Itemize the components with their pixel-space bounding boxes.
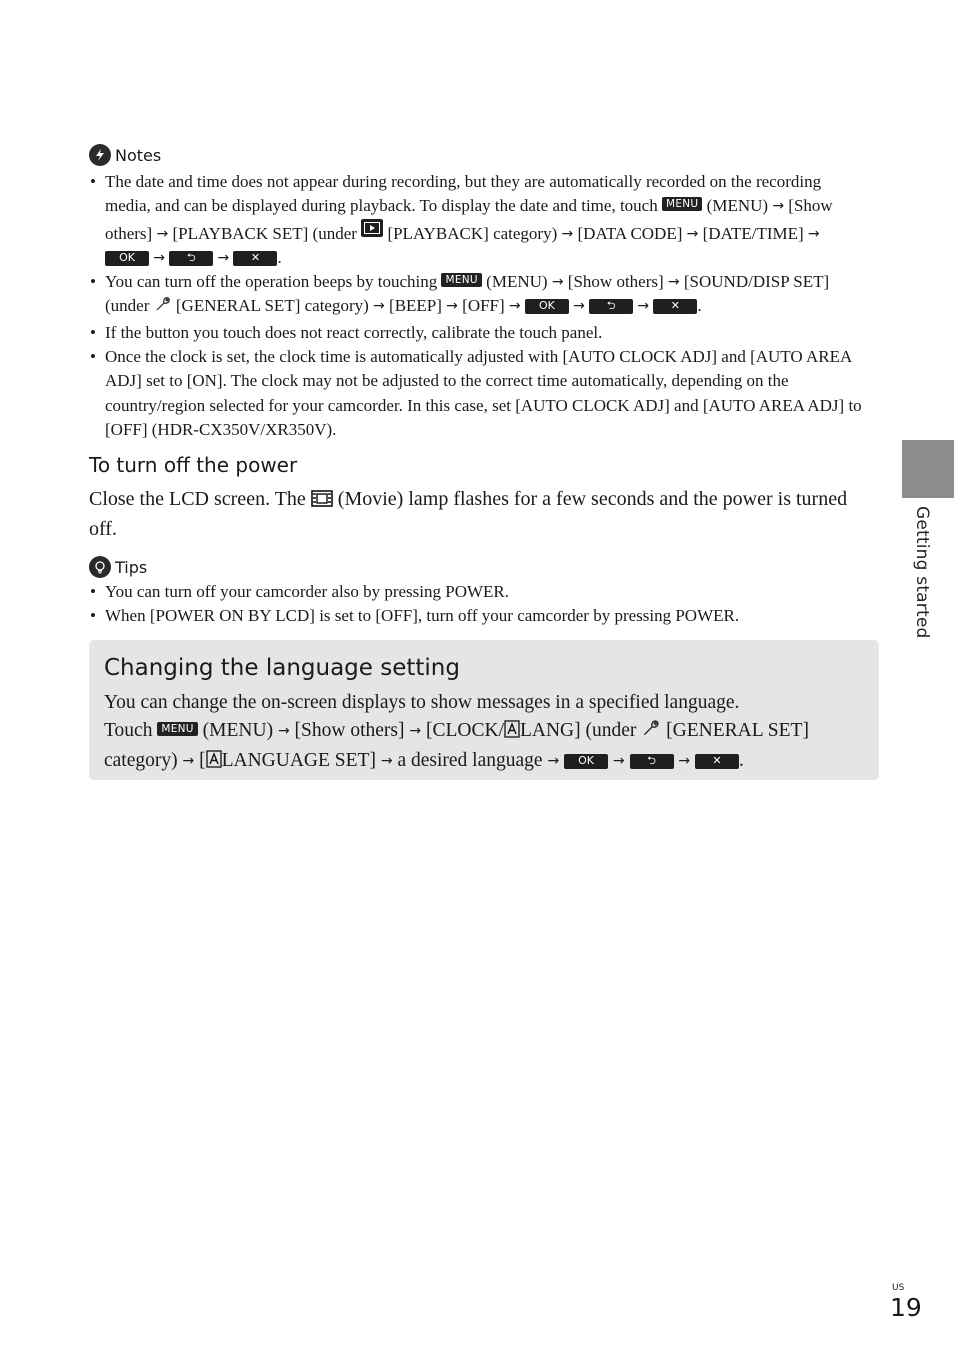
playback-icon: [361, 219, 383, 237]
menu-button-icon: MENU: [662, 197, 702, 211]
language-icon: [504, 719, 520, 747]
tip-item-power-on-lcd: • When [POWER ON BY LCD] is set to [OFF], turn off your camcorder by pressing POWER.: [89, 604, 864, 628]
page-number: 19: [890, 1293, 922, 1322]
arrow-right-icon: →: [217, 249, 230, 266]
arrow-right-icon: →: [446, 298, 458, 315]
power-paragraph: Close the LCD screen. The (Movie) lamp flashes for a few seconds and the power is turned off.: [89, 488, 848, 540]
back-button-icon: ⮌: [169, 251, 213, 266]
close-button-icon: ✕: [233, 251, 277, 266]
arrow-right-icon: →: [547, 753, 560, 769]
menu-button-icon: MENU: [441, 273, 481, 287]
notes-list: [89, 170, 864, 442]
movie-icon: [311, 487, 333, 515]
side-tab-marker: [902, 440, 954, 498]
arrow-right-icon: →: [561, 225, 574, 242]
tips-icon: [89, 556, 111, 578]
language-icon: [206, 749, 222, 777]
arrow-right-icon: →: [373, 298, 385, 315]
language-box-title: Changing the language setting: [104, 655, 460, 681]
arrow-right-icon: →: [156, 225, 169, 242]
arrow-right-icon: →: [153, 249, 165, 266]
arrow-right-icon: →: [409, 723, 422, 739]
note-item-beep: • You can turn off the operation beeps by touching MENU (MENU) → [Show others] → [SOUND/DISP SET] (under [GENERAL SET] category) → [BEEP] → [OFF] → OK → ⮌ → ✕ .: [89, 270, 864, 321]
ok-button-icon: OK: [564, 754, 608, 769]
tip-item-power: • You can turn off your camcorder also by pressing POWER.: [89, 580, 864, 604]
tips-list: [89, 580, 864, 629]
arrow-right-icon: →: [667, 274, 680, 291]
wrench-icon: [154, 295, 172, 320]
arrow-right-icon: →: [508, 298, 521, 315]
note-item-clock: • Once the clock is set, the clock time is automatically adjusted with [AUTO CLOCK ADJ] and [AUTO AREA ADJ] set to [ON]. The clock may not be adjusted to the correct time automatically, depending on the country/region selected for your camcorder. In this case, set [AUTO CLOCK ADJ] and [AUTO AREA ADJ] to [OFF] (HDR-CX350V/XR350V).: [89, 345, 864, 442]
language-setting-box: [89, 640, 879, 780]
note-item-calibrate: • If the button you touch does not react correctly, calibrate the touch panel.: [89, 321, 864, 345]
language-box-text: You can change the on-screen displays to show messages in a specified language. Touch MENU (MENU) → [Show others] → [CLOCK/ LANG] (under [GENERAL SET] category) → [ LANGUAGE SET] → a desired language → OK → ⮌ → ✕ .: [104, 689, 874, 777]
arrow-right-icon: →: [182, 753, 195, 769]
back-button-icon: ⮌: [589, 299, 633, 314]
arrow-right-icon: →: [573, 298, 585, 315]
menu-button-icon: MENU: [157, 722, 197, 736]
arrow-right-icon: →: [277, 723, 290, 739]
arrow-right-icon: →: [551, 274, 564, 291]
side-tab-label: Getting started: [912, 506, 932, 639]
arrow-right-icon: →: [637, 298, 650, 315]
note-item-date-time: • The date and time does not appear during recording, but they are automatically recorded on the recording media, and can be displayed during playback. To display the date and time, touch MENU (MENU) → [Show others] → [PLAYBACK SET] (under [PLAYBACK] category) → [DATA CODE] → [DATE/TIME] → OK → ⮌ → ✕ .: [89, 170, 864, 270]
ok-button-icon: OK: [105, 251, 149, 266]
page-region-code: US: [892, 1283, 905, 1293]
tips-heading-label: Tips: [115, 557, 148, 577]
wrench-icon: [641, 718, 661, 747]
arrow-right-icon: →: [380, 753, 393, 769]
notes-heading-label: Notes: [115, 145, 162, 165]
ok-button-icon: OK: [525, 299, 569, 314]
back-button-icon: ⮌: [630, 754, 674, 769]
arrow-right-icon: →: [686, 225, 699, 242]
notes-heading: [89, 144, 161, 166]
arrow-right-icon: →: [807, 225, 820, 242]
arrow-right-icon: →: [612, 753, 625, 769]
close-button-icon: ✕: [695, 754, 739, 769]
notes-icon: [89, 144, 111, 166]
power-section-title: To turn off the power: [89, 453, 298, 477]
arrow-right-icon: →: [772, 198, 785, 215]
arrow-right-icon: →: [678, 753, 691, 769]
close-button-icon: ✕: [653, 299, 697, 314]
tips-heading: [89, 556, 147, 578]
